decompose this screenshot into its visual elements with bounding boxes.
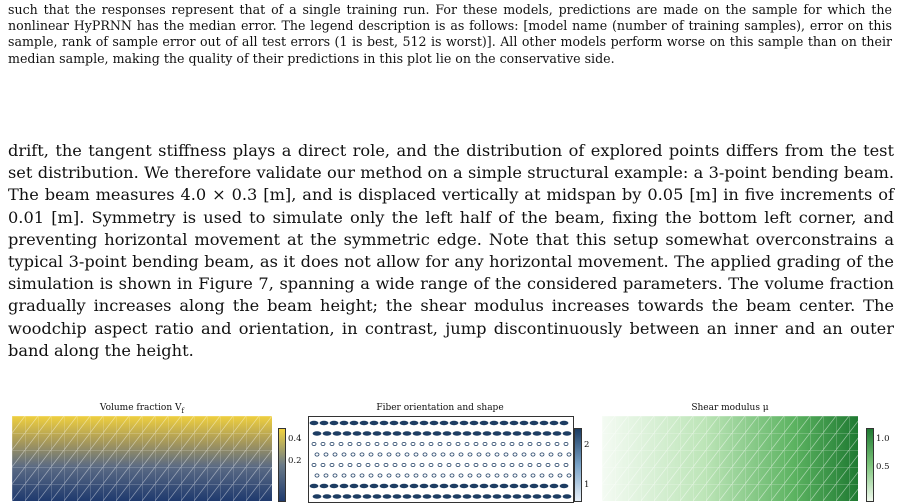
fiber-glyph (540, 474, 544, 477)
fiber-glyph (402, 442, 406, 445)
fiber-glyph (413, 432, 421, 436)
fiber-glyph (533, 495, 541, 499)
fiber-glyph (414, 474, 418, 477)
fiber-glyph (373, 432, 381, 436)
fiber-glyph (430, 421, 438, 425)
fiber-glyph (480, 421, 488, 425)
volume-fraction-colorbar (278, 428, 286, 502)
fiber-glyph (520, 421, 528, 425)
fiber-glyph (373, 495, 381, 499)
fiber-glyph (513, 474, 517, 477)
fiber-glyph (384, 442, 388, 445)
fiber-glyph (493, 495, 501, 499)
fiber-glyph (501, 442, 505, 445)
fiber-glyph (405, 474, 409, 477)
fiber-glyph (531, 453, 535, 456)
fiber-glyph (463, 495, 471, 499)
fiber-glyph (490, 421, 498, 425)
shear-modulus-plot (602, 416, 858, 501)
figure-caption: such that the responses represent that of a single training run. For these models, predictions are made on the sample for which the nonlinear HyPRNN has the median error. The legend description is as follows: [model name (number of training samples), error on this sample, rank of sample error out of all test errors (1 is best, 512 is worst)]. All other models perform worse on this sample than on their median sample, making the quality of their predictions in this plot lie on the conservative side. (8, 2, 892, 66)
fiber-glyph (438, 463, 442, 466)
fiber-glyph (441, 453, 445, 456)
fiber-glyph (465, 442, 469, 445)
fiber-glyph (312, 442, 316, 445)
fiber-glyph (353, 432, 361, 436)
fiber-glyph (339, 442, 343, 445)
fiber-glyph (357, 463, 361, 466)
fiber-glyph (474, 442, 478, 445)
fiber-glyph (348, 442, 352, 445)
fiber-orientation-title: Fiber orientation and shape (376, 403, 504, 413)
fiber-glyph (459, 474, 463, 477)
fiber-glyph (433, 432, 441, 436)
fiber-glyph (503, 432, 511, 436)
shear-modulus-mesh (602, 416, 858, 501)
fiber-glyph (351, 474, 355, 477)
fiber-glyph (315, 474, 319, 477)
fiber-glyph-field (309, 417, 573, 502)
fiber-glyph (310, 484, 318, 488)
fiber-glyph (433, 495, 441, 499)
fiber-glyph (360, 474, 364, 477)
fiber-glyph (414, 453, 418, 456)
fiber-glyph (560, 484, 568, 488)
fiber-glyph (540, 484, 548, 488)
fiber-colorbar (574, 428, 582, 502)
fiber-glyph (447, 463, 451, 466)
fiber-glyph (333, 453, 337, 456)
fiber-glyph (530, 484, 538, 488)
fiber-glyph (510, 442, 514, 445)
fiber-glyph (492, 463, 496, 466)
fiber-glyph (558, 453, 562, 456)
fiber-glyph (323, 432, 331, 436)
fiber-glyph (324, 453, 328, 456)
fiber-glyph (423, 495, 431, 499)
fiber-glyph (555, 442, 559, 445)
fiber-glyph (546, 463, 550, 466)
fiber-glyph (343, 495, 351, 499)
fiber-glyph (348, 463, 352, 466)
fiber-glyph (440, 484, 448, 488)
fiber-glyph (340, 484, 348, 488)
fiber-glyph (400, 421, 408, 425)
fiber-glyph (423, 474, 427, 477)
fiber-glyph (510, 463, 514, 466)
fiber-glyph (432, 453, 436, 456)
fiber-glyph (321, 442, 325, 445)
fiber-glyph (564, 442, 568, 445)
fiber-glyph (360, 421, 368, 425)
fiber-glyph (393, 495, 401, 499)
fiber-glyph (468, 474, 472, 477)
fiber-glyph (383, 432, 391, 436)
colorbar-tick: 0.2 (288, 456, 302, 466)
fiber-glyph (531, 474, 535, 477)
fiber-glyph (393, 432, 401, 436)
fiber-glyph (323, 495, 331, 499)
fiber-glyph (473, 495, 481, 499)
fiber-glyph (450, 484, 458, 488)
fiber-glyph (463, 432, 471, 436)
fiber-glyph (550, 421, 558, 425)
fiber-glyph (504, 474, 508, 477)
fiber-glyph (495, 453, 499, 456)
fiber-glyph (459, 453, 463, 456)
fiber-glyph (447, 442, 451, 445)
fiber-glyph (440, 421, 448, 425)
fiber-glyph (420, 442, 424, 445)
fiber-glyph (380, 421, 388, 425)
fiber-glyph (429, 463, 433, 466)
fiber-glyph (567, 453, 571, 456)
fiber-glyph (522, 453, 526, 456)
colorbar-tick: 1 (584, 480, 590, 490)
fiber-glyph (543, 495, 551, 499)
fiber-glyph (453, 432, 461, 436)
fiber-glyph (310, 421, 318, 425)
fiber-glyph (393, 463, 397, 466)
fiber-glyph (567, 474, 571, 477)
fiber-glyph (420, 463, 424, 466)
fiber-glyph (560, 421, 568, 425)
fiber-glyph (470, 421, 478, 425)
fiber-glyph (456, 463, 460, 466)
fiber-glyph (360, 484, 368, 488)
fiber-glyph (483, 463, 487, 466)
fiber-glyph (477, 474, 481, 477)
fiber-glyph (468, 453, 472, 456)
fiber-glyph (486, 453, 490, 456)
fiber-glyph (460, 484, 468, 488)
fiber-glyph (380, 484, 388, 488)
colorbar-tick: 1.0 (876, 434, 890, 444)
shear-modulus-title: Shear modulus μ (691, 403, 769, 413)
fiber-glyph (500, 421, 508, 425)
fiber-glyph (530, 421, 538, 425)
fiber-glyph (396, 453, 400, 456)
fiber-glyph (443, 495, 451, 499)
body-paragraph: drift, the tangent stiffness plays a direct role, and the distribution of explored points differs from the test set distribution. We therefore validate our method on a simple structural example: a 3-point bending beam. The beam measures 4.0 × 0.3 [m], and is displaced vertically at midspan by 0.05 [m] in five increments of 0.01 [m]. Symmetry is used to simulate only the left half of the beam, fixing the bottom left corner, and preventing horizontal movement at the symmetric edge. Note that this setup somewhat overconstrains a typical 3-point bending beam, as it does not allow for any horizontal movement. The applied grading of the simulation is shown in Figure 7, spanning a wide range of the considered parameters. The volume fraction gradually increases along the beam height; the shear modulus increases towards the beam center. The woodchip aspect ratio and orientation, in contrast, jump discontinuously between an inner and an outer band along the height. (8, 141, 894, 360)
volume-fraction-plot (12, 416, 272, 501)
fiber-glyph (490, 484, 498, 488)
fiber-glyph (410, 421, 418, 425)
fiber-glyph (350, 484, 358, 488)
fiber-glyph (555, 463, 559, 466)
fiber-glyph (522, 474, 526, 477)
fiber-glyph (441, 474, 445, 477)
fiber-glyph (430, 484, 438, 488)
fiber-glyph (483, 495, 491, 499)
fiber-glyph (563, 495, 571, 499)
fiber-glyph (500, 484, 508, 488)
fiber-glyph (519, 442, 523, 445)
fiber-glyph (450, 421, 458, 425)
shear-modulus-colorbar (866, 428, 874, 502)
fiber-glyph (369, 474, 373, 477)
fiber-glyph (465, 463, 469, 466)
fiber-glyph (384, 463, 388, 466)
fiber-glyph (528, 463, 532, 466)
fiber-glyph (383, 495, 391, 499)
fiber-glyph (553, 432, 561, 436)
fiber-glyph (333, 495, 341, 499)
fiber-glyph (528, 442, 532, 445)
colorbar-tick: 2 (584, 440, 590, 450)
fiber-glyph (330, 421, 338, 425)
fiber-glyph (351, 453, 355, 456)
fiber-glyph (390, 484, 398, 488)
fiber-glyph (315, 453, 319, 456)
fiber-glyph (450, 453, 454, 456)
fiber-glyph (563, 432, 571, 436)
fiber-glyph (321, 463, 325, 466)
fiber-glyph (420, 484, 428, 488)
fiber-glyph (393, 442, 397, 445)
fiber-glyph (429, 442, 433, 445)
fiber-glyph (486, 474, 490, 477)
fiber-glyph (503, 495, 511, 499)
fiber-glyph (513, 432, 521, 436)
fiber-glyph (366, 463, 370, 466)
fiber-glyph (342, 453, 346, 456)
fiber-glyph (313, 432, 321, 436)
fiber-glyph (342, 474, 346, 477)
fiber-glyph (443, 432, 451, 436)
fiber-glyph (320, 421, 328, 425)
fiber-glyph (550, 484, 558, 488)
fiber-glyph (473, 432, 481, 436)
fiber-glyph (410, 484, 418, 488)
fiber-glyph (413, 495, 421, 499)
fiber-glyph (492, 442, 496, 445)
fiber-glyph (378, 474, 382, 477)
colorbar-tick: 0.5 (876, 462, 890, 472)
fiber-glyph (460, 421, 468, 425)
fiber-glyph (537, 463, 541, 466)
fiber-glyph (353, 495, 361, 499)
fiber-glyph (320, 484, 328, 488)
fiber-glyph (363, 495, 371, 499)
fiber-glyph (411, 463, 415, 466)
fiber-glyph (453, 495, 461, 499)
volume-fraction-title: Volume fraction $V_f$ (99, 403, 185, 415)
fiber-glyph (387, 453, 391, 456)
fiber-glyph (387, 474, 391, 477)
fiber-glyph (456, 442, 460, 445)
fiber-glyph (480, 484, 488, 488)
figure-7 (0, 400, 902, 501)
fiber-glyph (483, 432, 491, 436)
fiber-glyph (360, 453, 364, 456)
fiber-glyph (520, 484, 528, 488)
fiber-glyph (537, 442, 541, 445)
fiber-glyph (474, 463, 478, 466)
fiber-glyph (333, 432, 341, 436)
fiber-orientation-plot (308, 416, 574, 503)
fiber-glyph (403, 495, 411, 499)
fiber-glyph (564, 463, 568, 466)
fiber-glyph (340, 421, 348, 425)
fiber-glyph (400, 484, 408, 488)
fiber-glyph (504, 453, 508, 456)
fiber-glyph (330, 463, 334, 466)
fiber-glyph (369, 453, 373, 456)
volume-fraction-mesh (12, 416, 272, 501)
fiber-glyph (510, 484, 518, 488)
fiber-glyph (411, 442, 415, 445)
fiber-glyph (420, 421, 428, 425)
fiber-glyph (366, 442, 370, 445)
colorbar-tick: 0.4 (288, 434, 302, 444)
fiber-glyph (375, 442, 379, 445)
fiber-glyph (312, 463, 316, 466)
fiber-glyph (357, 442, 361, 445)
fiber-glyph (540, 421, 548, 425)
fiber-glyph (330, 442, 334, 445)
fiber-glyph (510, 421, 518, 425)
fiber-glyph (333, 474, 337, 477)
fiber-glyph (403, 432, 411, 436)
fiber-glyph (513, 453, 517, 456)
fiber-glyph (313, 495, 321, 499)
fiber-glyph (402, 463, 406, 466)
fiber-glyph (558, 474, 562, 477)
fiber-glyph (501, 463, 505, 466)
fiber-glyph (378, 453, 382, 456)
fiber-glyph (495, 474, 499, 477)
fiber-glyph (543, 432, 551, 436)
fiber-glyph (343, 432, 351, 436)
fiber-glyph (540, 453, 544, 456)
fiber-glyph (432, 474, 436, 477)
fiber-glyph (513, 495, 521, 499)
fiber-glyph (390, 421, 398, 425)
fiber-glyph (523, 495, 531, 499)
fiber-glyph (324, 474, 328, 477)
fiber-glyph (549, 453, 553, 456)
fiber-glyph (405, 453, 409, 456)
fiber-glyph (483, 442, 487, 445)
fiber-glyph (523, 432, 531, 436)
fiber-glyph (350, 421, 358, 425)
fiber-glyph (546, 442, 550, 445)
fiber-glyph (370, 421, 378, 425)
fiber-glyph (450, 474, 454, 477)
fiber-glyph (339, 463, 343, 466)
fiber-glyph (396, 474, 400, 477)
fiber-glyph (493, 432, 501, 436)
fiber-glyph (370, 484, 378, 488)
fiber-glyph (363, 432, 371, 436)
fiber-glyph (533, 432, 541, 436)
fiber-glyph (423, 432, 431, 436)
fiber-glyph (438, 442, 442, 445)
fiber-glyph (330, 484, 338, 488)
fiber-glyph (553, 495, 561, 499)
fiber-glyph (423, 453, 427, 456)
fiber-glyph (375, 463, 379, 466)
fiber-glyph (519, 463, 523, 466)
fiber-glyph (549, 474, 553, 477)
fiber-glyph (477, 453, 481, 456)
fiber-glyph (470, 484, 478, 488)
